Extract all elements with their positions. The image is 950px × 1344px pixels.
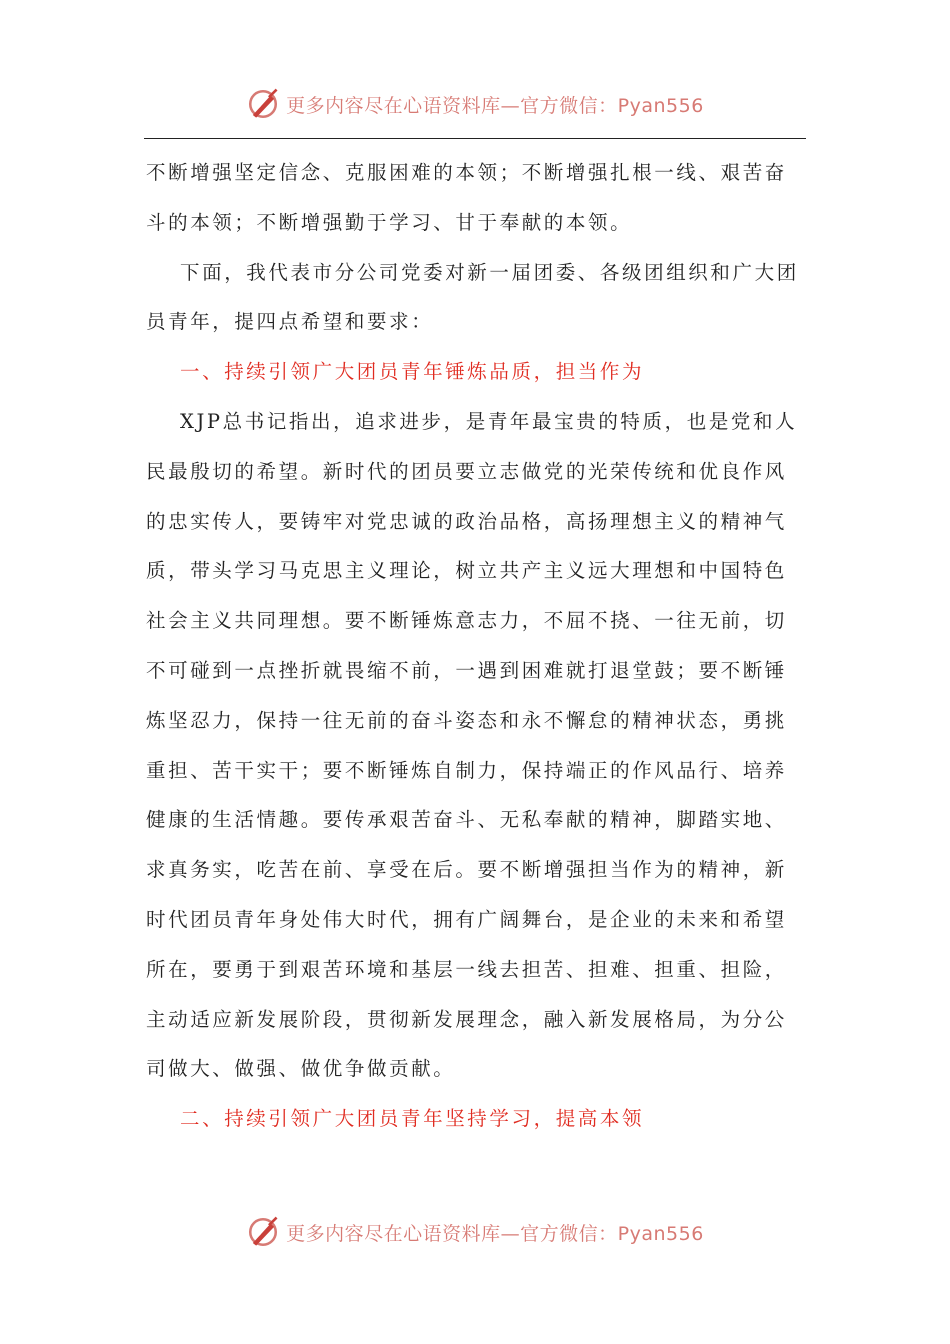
section-heading-1: 一、持续引领广大团员青年锤炼品质，担当作为 (180, 360, 645, 384)
text-line: 所在，要勇于到艰苦环境和基层一线去担苦、担难、担重、担险， (146, 957, 787, 981)
text-line: 社会主义共同理想。要不断锤炼意志力，不屈不挠、一往无前，切 (146, 609, 787, 633)
text-line: 司做大、做强、做优争做贡献。 (146, 1057, 456, 1081)
text-line: 不可碰到一点挫折就畏缩不前，一遇到困难就打退堂鼓；要不断锤 (146, 658, 787, 682)
watermark-handle: Pyan556 (617, 94, 704, 117)
text-line: 炼坚忍力，保持一往无前的奋斗姿态和永不懈怠的精神状态，勇挑 (146, 708, 787, 732)
section-heading-2: 二、持续引领广大团员青年坚持学习，提高本领 (180, 1107, 645, 1131)
text-line: XJP总书记指出，追求进步，是青年最宝贵的特质，也是党和人 (180, 409, 798, 433)
text-line: 员青年，提四点希望和要求： (146, 310, 434, 334)
document-body (146, 148, 804, 1144)
text-line: 下面，我代表市分公司党委对新一届团委、各级团组织和广大团 (180, 260, 799, 284)
watermark-text: 更多内容尽在心语资料库—官方微信： (286, 94, 618, 117)
header-divider (144, 138, 806, 139)
text-line: 主动适应新发展阶段，贯彻新发展理念，融入新发展格局，为分公 (146, 1007, 787, 1031)
footer-watermark (0, 1212, 950, 1252)
text-line: 健康的生活情趣。要传承艰苦奋斗、无私奉献的精神，脚踏实地、 (146, 808, 787, 832)
text-line: 求真务实，吃苦在前、享受在后。要不断增强担当作为的精神，新 (146, 858, 787, 882)
pen-logo-icon (246, 87, 280, 121)
text-line: 民最殷切的希望。新时代的团员要立志做党的光荣传统和优良作风 (146, 459, 787, 483)
text-line: 的忠实传人，要铸牢对党忠诚的政治品格，高扬理想主义的精神气 (146, 509, 787, 533)
text-line: 斗的本领；不断增强勤于学习、甘于奉献的本领。 (146, 210, 633, 234)
watermark-handle: Pyan556 (617, 1222, 704, 1245)
text-line: 重担、苦干实干；要不断锤炼自制力，保持端正的作风品行、培养 (146, 758, 787, 782)
text-line: 不断增强坚定信念、克服困难的本领；不断增强扎根一线、艰苦奋 (146, 161, 787, 184)
text-line: 质，带头学习马克思主义理论，树立共产主义远大理想和中国特色 (146, 559, 787, 583)
watermark-text: 更多内容尽在心语资料库—官方微信： (286, 1222, 618, 1245)
header-watermark (0, 84, 950, 124)
text-line: 时代团员青年身处伟大时代，拥有广阔舞台，是企业的未来和希望 (146, 907, 787, 931)
pen-logo-icon (246, 1215, 280, 1249)
